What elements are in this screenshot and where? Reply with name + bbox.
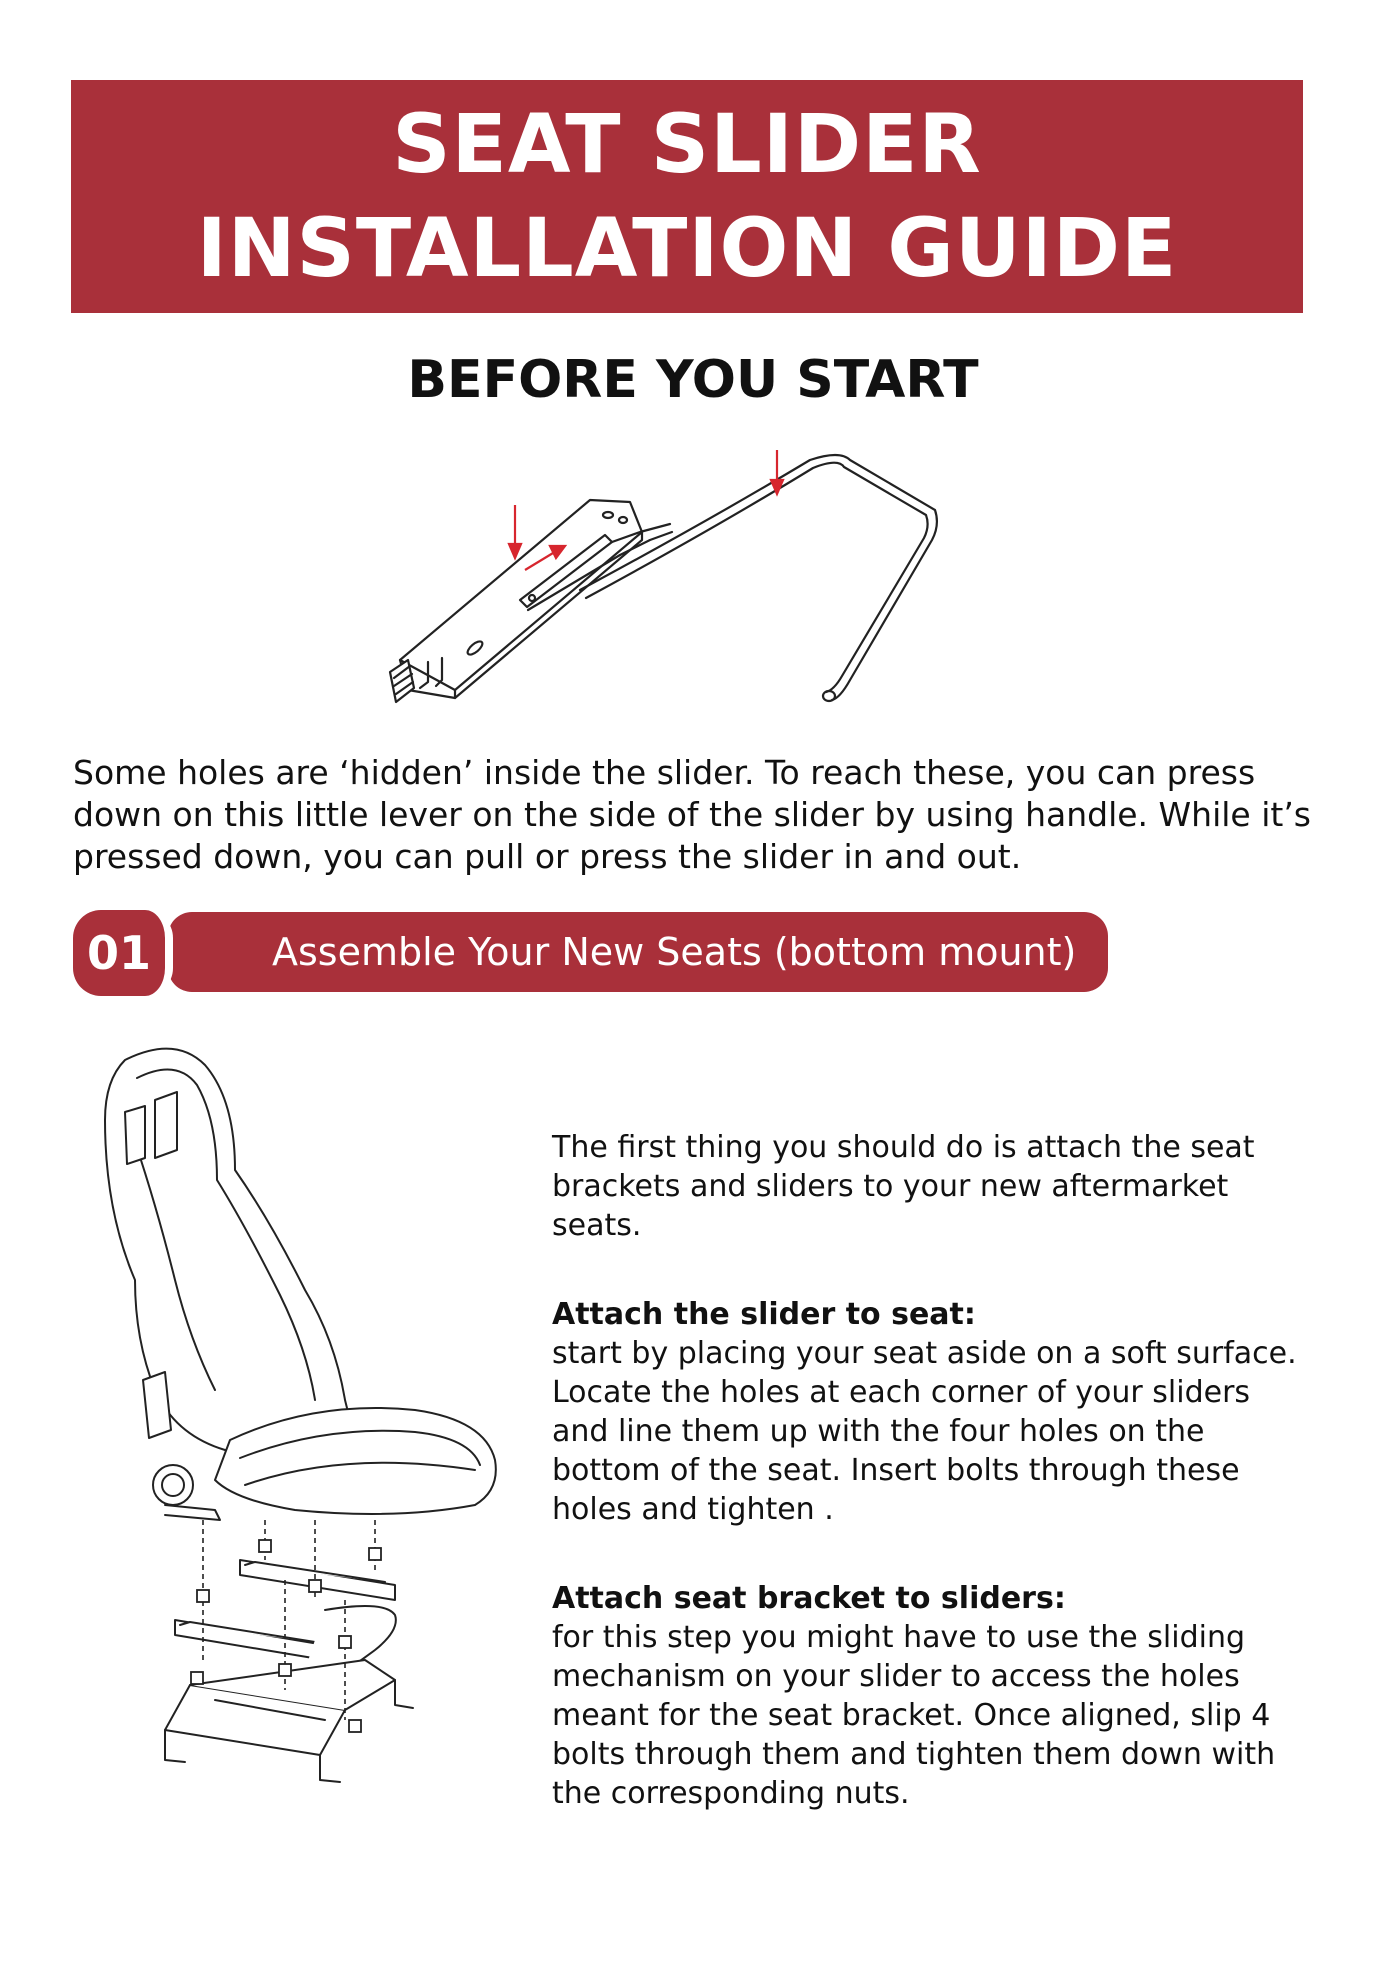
step-01-body (552, 1128, 1312, 1863)
step-01-intro: The first thing you should do is attach the seat brackets and sliders to your new aftermarket seats. (552, 1130, 1255, 1243)
before-you-start-heading: BEFORE YOU START (407, 350, 979, 410)
step-01-title: Assemble Your New Seats (bottom mount) (272, 930, 1077, 974)
step-01-sub2 (552, 1579, 1312, 1813)
title-line-1: SEAT SLIDER (392, 97, 982, 192)
step-01-sub1 (552, 1295, 1312, 1529)
step-01-header (73, 910, 1108, 996)
title-line-2: INSTALLATION GUIDE (196, 201, 1178, 296)
title-banner (71, 80, 1303, 313)
sub1-title: Attach the slider to seat: (552, 1297, 976, 1332)
seat-illustration (95, 1040, 535, 1800)
sub2-title: Attach seat bracket to sliders: (552, 1581, 1066, 1616)
slider-illustration (380, 440, 940, 720)
sub1-text: start by placing your seat aside on a soft surface. Locate the holes at each corner of your sliders and line them up with the four holes on the bottom of the seat. Insert bolts through these holes and tighten . (552, 1336, 1297, 1527)
step-title-pill (168, 912, 1108, 992)
sub2-text: for this step you might have to use the sliding mechanism on your slider to access the holes meant for the seat bracket. Once aligned, slip 4 bolts through them and tighten them down with the corresponding nuts. (552, 1620, 1276, 1811)
before-start-text: Some holes are ‘hidden’ inside the slider. To reach these, you can press down on this little lever on the side of the slider by using handle. While it’s pressed down, you can pull or press the slider in and out. (73, 753, 1311, 876)
step-01-number: 01 (73, 910, 173, 996)
